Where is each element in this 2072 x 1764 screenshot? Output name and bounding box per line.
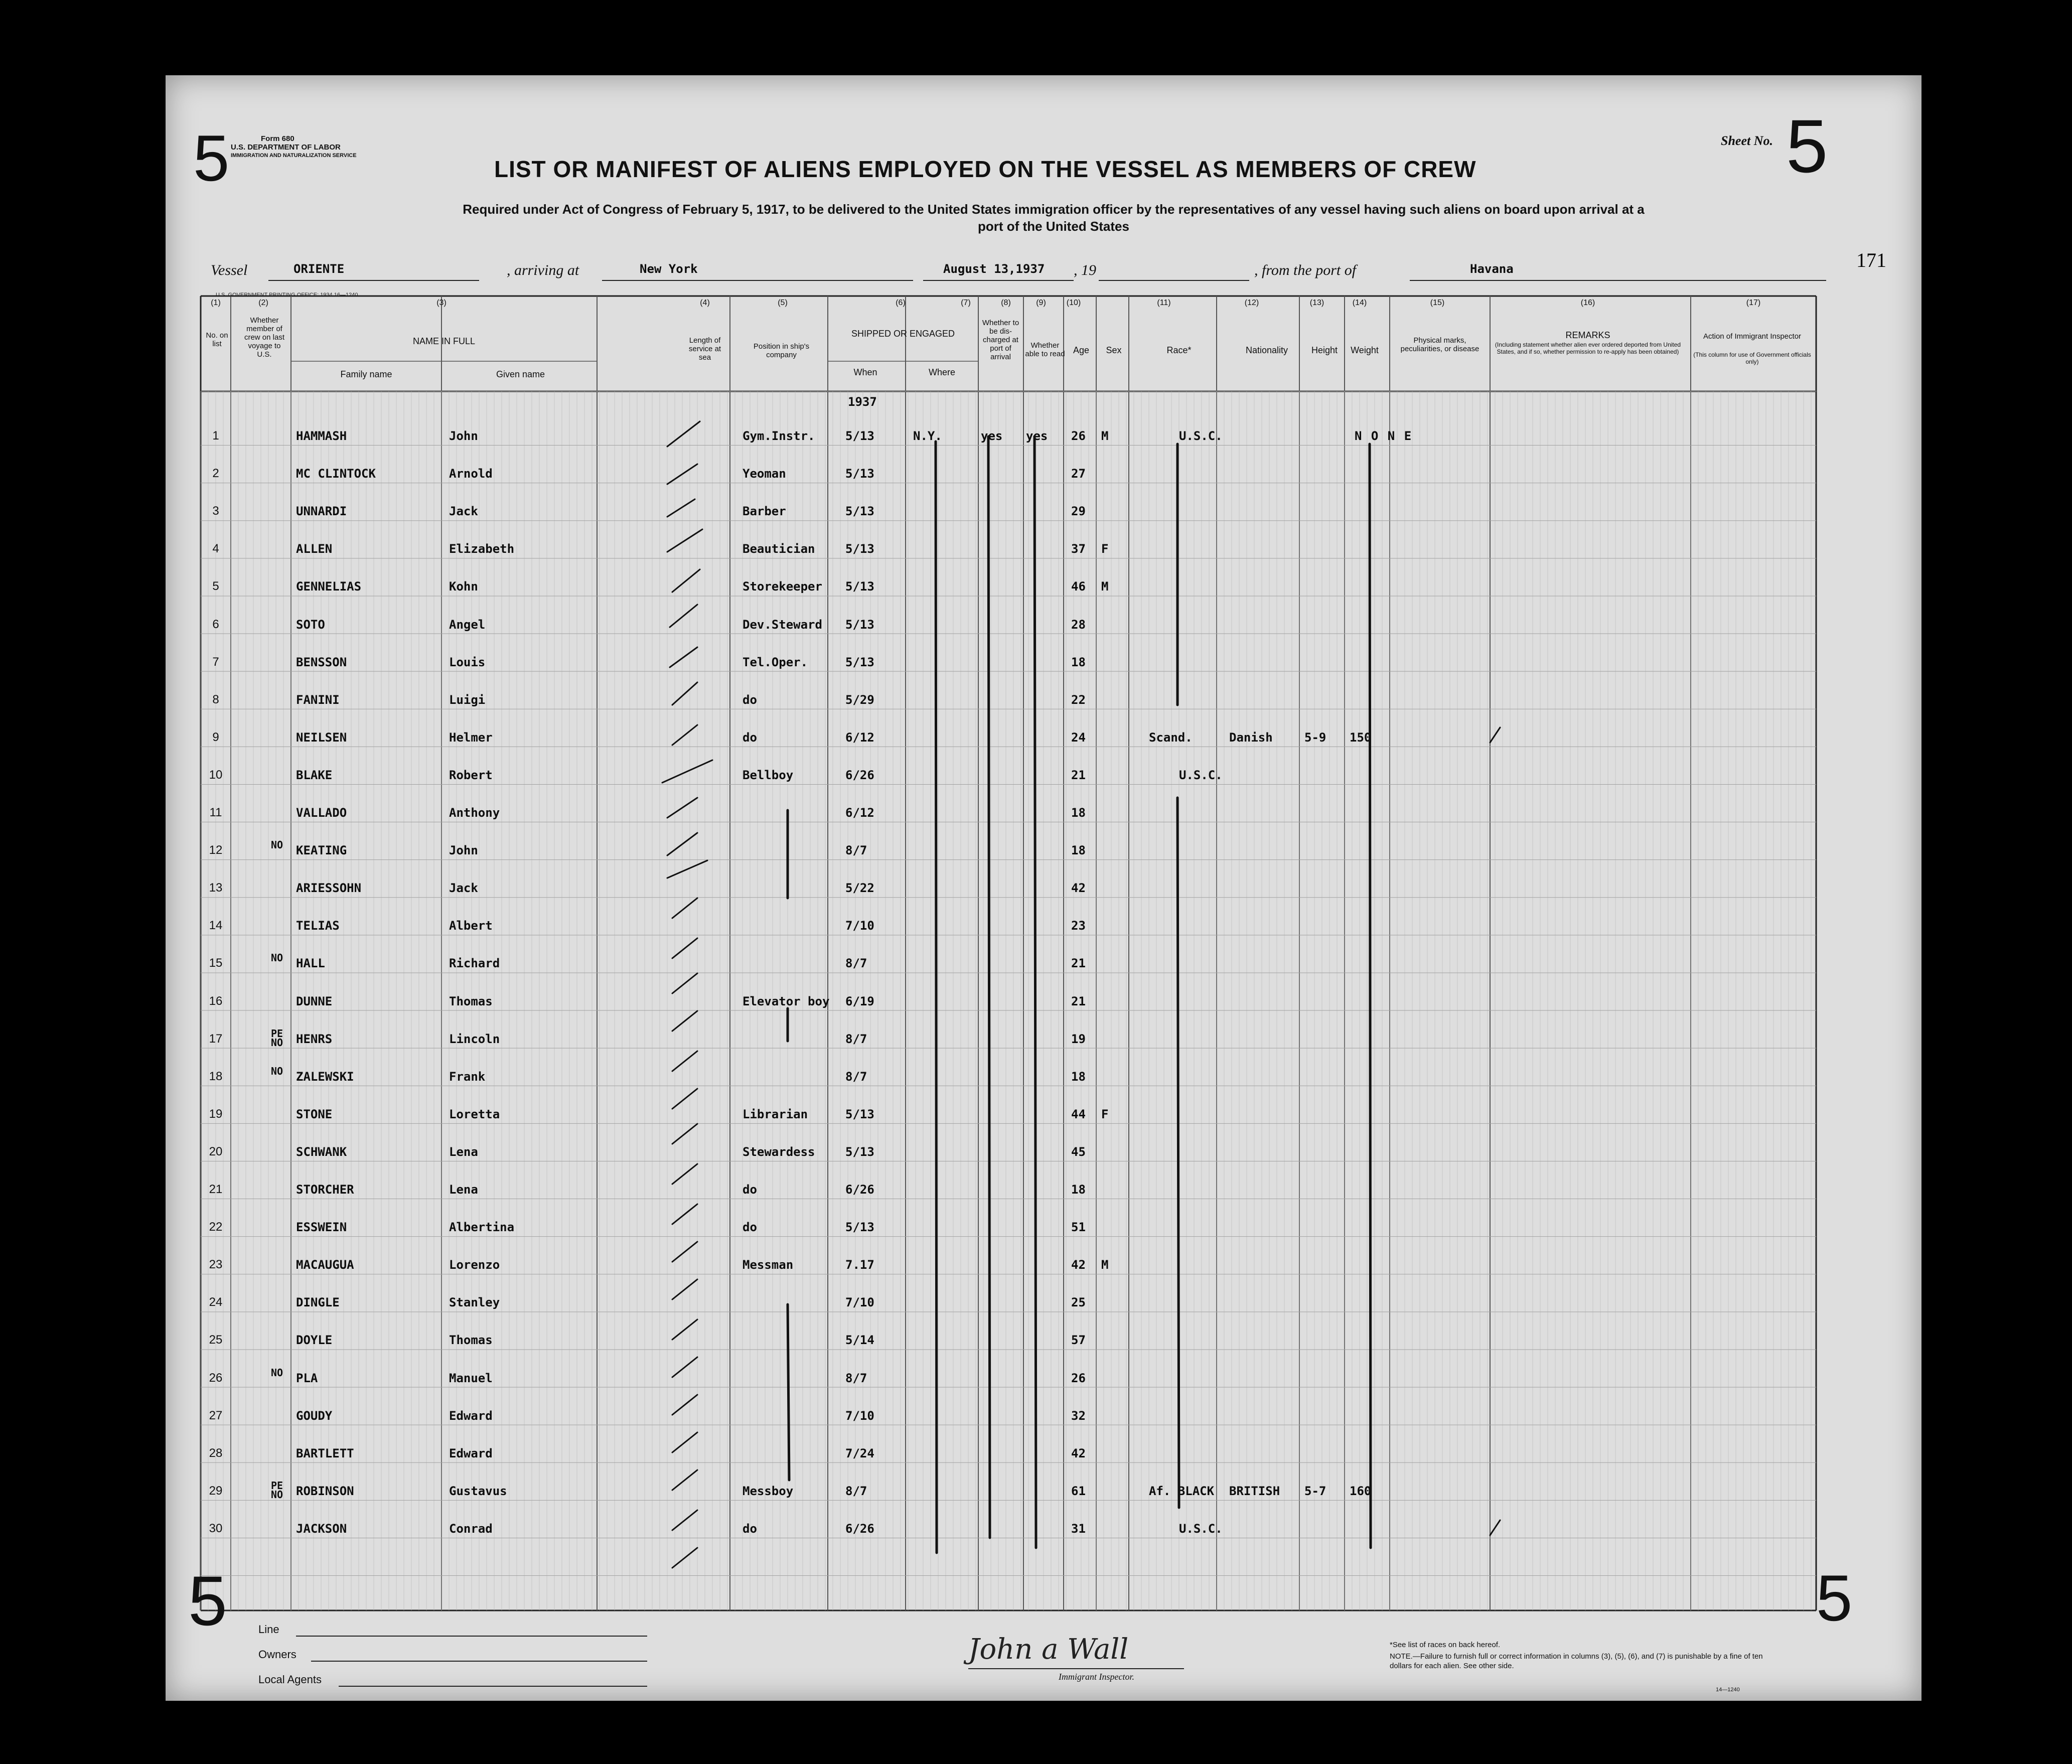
cell-age: 22	[1071, 692, 1086, 707]
cell-when: 5/13	[845, 579, 874, 594]
cell-given: Jack	[449, 504, 478, 519]
cell-age: 18	[1071, 1069, 1086, 1084]
cell-position: do	[743, 1521, 757, 1536]
cell-height: 5-9	[1304, 730, 1326, 745]
cell-when: 8/7	[845, 956, 867, 971]
cell-position: Dev.Steward	[743, 617, 822, 632]
cell-given: Lorenzo	[449, 1258, 500, 1272]
cell-given: Loretta	[449, 1107, 500, 1121]
cell-given: Edward	[449, 1446, 493, 1460]
ditto-line-read	[1034, 436, 1036, 1548]
cell-prev: PE NO	[271, 1479, 283, 1501]
cell-age: 37	[1071, 542, 1086, 556]
header-weight: Weight	[1351, 345, 1379, 355]
header-shipped-engaged: SHIPPED OR ENGAGED	[851, 329, 955, 339]
cell-age: 26	[1071, 429, 1086, 443]
cell-weight: 160	[1350, 1484, 1372, 1498]
cell-family: BLAKE	[296, 768, 333, 782]
cell-no: 9	[212, 730, 219, 744]
cell-age: 18	[1071, 655, 1086, 669]
cell-family: HALL	[296, 956, 325, 971]
cell-given: Albertina	[449, 1220, 515, 1235]
cell-age: 44	[1071, 1107, 1086, 1121]
cell-age: 18	[1071, 1183, 1086, 1197]
cell-family: FANINI	[296, 692, 340, 707]
footer-line-label: Line	[258, 1623, 279, 1636]
cell-family: TELIAS	[296, 919, 340, 933]
cell-given: Robert	[449, 768, 493, 782]
header-sex: Sex	[1106, 345, 1122, 355]
cell-no: 18	[209, 1069, 223, 1083]
cell-family: SOTO	[296, 617, 325, 632]
cell-race: U.S.C.	[1179, 1521, 1223, 1536]
ditto-line-race-2	[1177, 798, 1179, 1508]
cell-no: 7	[212, 655, 219, 669]
cell-sex: M	[1101, 579, 1109, 594]
stamp-number: 171	[1856, 249, 1886, 271]
cell-read: yes	[1026, 429, 1048, 443]
cell-where: N.Y.	[913, 429, 942, 443]
cell-family: STORCHER	[296, 1183, 354, 1197]
cell-position: Storekeeper	[743, 579, 822, 594]
cell-given: Louis	[449, 655, 486, 669]
cell-sex: F	[1101, 1107, 1109, 1121]
footer-agents-label: Local Agents	[258, 1673, 322, 1686]
cell-no: 10	[209, 768, 223, 782]
ditto-line-position-3	[788, 1304, 789, 1480]
cell-family: BARTLETT	[296, 1446, 354, 1460]
cell-when: 6/12	[845, 730, 874, 745]
header-able-to-read: Whether able to read	[1025, 341, 1065, 358]
cell-no: 23	[209, 1258, 223, 1272]
cell-family: ARIESSOHN	[296, 881, 362, 896]
vessel-name: ORIENTE	[293, 262, 345, 276]
cell-no: 28	[209, 1446, 223, 1460]
cell-family: GENNELIAS	[296, 579, 362, 594]
arrival-port: New York	[640, 262, 698, 276]
cell-no: 15	[209, 956, 223, 970]
cell-no: 24	[209, 1295, 223, 1309]
cell-race: U.S.C.	[1179, 768, 1223, 782]
cell-age: 29	[1071, 504, 1086, 519]
cell-when: 7/10	[845, 919, 874, 933]
cell-age: 18	[1071, 843, 1086, 858]
header-age: Age	[1073, 345, 1090, 355]
cell-when: 7/10	[845, 1295, 874, 1310]
form-reference: Form 680 U.S. DEPARTMENT OF LABOR IMMIGRATION AND NATURALIZATION SERVICE	[231, 134, 357, 159]
cell-no: 13	[209, 881, 223, 895]
cell-family: ESSWEIN	[296, 1220, 347, 1235]
cell-when: 6/26	[845, 768, 874, 782]
cell-position: Bellboy	[743, 768, 794, 782]
inspector-label: Immigrant Inspector.	[1059, 1672, 1134, 1682]
cell-when: 8/7	[845, 843, 867, 858]
cell-when: 8/7	[845, 1069, 867, 1084]
cell-race: U.S.C.	[1179, 429, 1223, 443]
cell-when: 5/13	[845, 504, 874, 519]
cell-when: 5/13	[845, 542, 874, 556]
header-physical-marks: Physical marks, peculiarities, or disease	[1400, 336, 1479, 353]
cell-weight: 150	[1350, 730, 1372, 745]
cell-age: 21	[1071, 994, 1086, 1008]
footer-sheet-number-right: 5	[1816, 1561, 1853, 1635]
cell-when: 5/14	[845, 1333, 874, 1348]
cell-position: Librarian	[743, 1107, 808, 1121]
cell-family: SCHWANK	[296, 1144, 347, 1159]
header-remarks: REMARKS	[1565, 330, 1610, 340]
cell-discharged: yes	[981, 429, 1003, 443]
cell-age: 21	[1071, 956, 1086, 971]
cell-position: Yeoman	[743, 467, 786, 481]
ditto-line-discharged	[988, 436, 990, 1538]
from-port-label: , from the port of	[1254, 262, 1357, 278]
cell-no: 21	[209, 1183, 223, 1196]
cell-given: Frank	[449, 1069, 486, 1084]
ditto-line-where	[936, 442, 937, 1553]
cell-given: Elizabeth	[449, 542, 515, 556]
cell-no: 22	[209, 1220, 223, 1234]
cell-given: Gustavus	[449, 1484, 507, 1498]
cell-family: HENRS	[296, 1032, 333, 1046]
cell-no: 11	[209, 806, 222, 819]
cell-given: Kohn	[449, 579, 478, 594]
cell-when: 5/13	[845, 429, 874, 443]
cell-when: 5/13	[845, 655, 874, 669]
cell-age: 23	[1071, 919, 1086, 933]
cell-given: Manuel	[449, 1371, 493, 1385]
cell-given: John	[449, 429, 478, 443]
cell-given: Helmer	[449, 730, 493, 745]
cell-age: 61	[1071, 1484, 1086, 1498]
cell-no: 27	[209, 1408, 223, 1422]
cell-no: 5	[212, 579, 219, 594]
cell-family: ZALEWSKI	[296, 1069, 354, 1084]
cell-family: ALLEN	[296, 542, 333, 556]
cell-given: Thomas	[449, 994, 493, 1008]
cell-marks: N O N E	[1355, 429, 1413, 443]
cell-age: 18	[1071, 806, 1086, 820]
cell-when: 5/13	[845, 1107, 874, 1121]
cell-family: PLA	[296, 1371, 318, 1385]
header-where: Where	[928, 367, 955, 377]
cell-no: 4	[212, 542, 219, 556]
printing-office-line: U.S. GOVERNMENT PRINTING OFFICE: 1934 16—1240	[216, 292, 358, 298]
cell-age: 31	[1071, 1521, 1086, 1536]
cell-race: Af. BLACK	[1149, 1484, 1215, 1498]
cell-position: do	[743, 730, 757, 745]
cell-family: ROBINSON	[296, 1484, 354, 1498]
cell-family: NEILSEN	[296, 730, 347, 745]
cell-age: 42	[1071, 1258, 1086, 1272]
cell-given: Arnold	[449, 467, 493, 481]
subtitle: Required under Act of Congress of February 5, 1917, to be delivered to the United States immigration officer by the representatives of any vessel having such aliens on board upon arrival at a port of the United States	[463, 202, 1645, 234]
cell-given: Lena	[449, 1183, 478, 1197]
cell-prev: PE NO	[271, 1027, 283, 1049]
cell-no: 14	[209, 919, 223, 933]
cell-when: 8/7	[845, 1484, 867, 1498]
column-numbers: (1) (2) (3) (4) (5) (6) (7) (8) (9) (10) (11) (12) (13) (14) (15) (16) (17)	[211, 299, 1761, 307]
cell-height: 5-7	[1304, 1484, 1326, 1498]
header-when: When	[853, 367, 877, 377]
cell-family: VALLADO	[296, 806, 347, 820]
cell-given: Albert	[449, 919, 493, 933]
note-penalty: NOTE.—Failure to furnish full or correct information in columns (3), (5), (6), and (7) is punishable by a fine of ten dollars for each alien. See other side.	[1390, 1652, 1763, 1670]
cell-no: 8	[212, 692, 219, 706]
cell-age: 46	[1071, 579, 1086, 594]
cell-family: KEATING	[296, 843, 347, 858]
ditto-marks	[166, 75, 1921, 1701]
cell-nationality: BRITISH	[1229, 1484, 1280, 1498]
header-length-service: Length of service at sea	[688, 336, 721, 362]
header-nationality: Nationality	[1245, 345, 1288, 355]
cell-given: Conrad	[449, 1521, 493, 1536]
header-no-on-list: No. on list	[206, 331, 228, 348]
cell-position: Beautician	[743, 542, 815, 556]
header-position: Position in ship's company	[753, 342, 810, 359]
header-name-in-full: NAME IN FULL	[412, 336, 476, 346]
cell-age: 51	[1071, 1220, 1086, 1235]
cell-no: 17	[209, 1032, 223, 1046]
cell-no: 3	[212, 504, 219, 518]
header-action: Action of Immigrant Inspector	[1703, 332, 1802, 341]
cell-position: Messboy	[743, 1484, 794, 1498]
header-family-name: Family name	[340, 369, 392, 379]
cell-given: Anthony	[449, 806, 500, 820]
arriving-label: , arriving at	[507, 262, 579, 278]
cell-age: 42	[1071, 1446, 1086, 1460]
cell-no: 1	[212, 429, 219, 443]
footer-sheet-number-left: 5	[188, 1561, 227, 1640]
corner-sheet-number: 5	[193, 121, 230, 195]
cell-no: 26	[209, 1371, 223, 1385]
cell-age: 21	[1071, 768, 1086, 782]
cell-position: do	[743, 692, 757, 707]
cell-prev: NO	[271, 839, 283, 851]
cell-position: Messman	[743, 1258, 794, 1272]
cell-given: Lincoln	[449, 1032, 500, 1046]
cell-when: 6/26	[845, 1521, 874, 1536]
cell-age: 27	[1071, 467, 1086, 481]
cell-no: 16	[209, 994, 223, 1008]
header-last-voyage: Whether member of crew on last voyage to U.S.	[244, 316, 285, 359]
cell-age: 26	[1071, 1371, 1086, 1385]
cell-family: STONE	[296, 1107, 333, 1121]
cell-when: 5/13	[845, 1220, 874, 1235]
cell-prev: NO	[271, 1366, 283, 1379]
cell-given: Angel	[449, 617, 486, 632]
cell-family: MACAUGUA	[296, 1258, 354, 1272]
cell-given: Jack	[449, 881, 478, 896]
cell-no: 30	[209, 1521, 223, 1535]
cell-race: Scand.	[1149, 730, 1193, 745]
cell-given: Luigi	[449, 692, 486, 707]
year-row: 1937	[848, 395, 877, 409]
cell-prev: NO	[271, 952, 283, 964]
cell-age: 32	[1071, 1408, 1086, 1423]
cell-nationality: Danish	[1229, 730, 1273, 745]
cell-position: Barber	[743, 504, 786, 519]
cell-family: JACKSON	[296, 1521, 347, 1536]
inspector-signature: John a Wall	[968, 1633, 1129, 1666]
cell-no: 12	[209, 843, 223, 857]
cell-position: do	[743, 1183, 757, 1197]
footer-owners-label: Owners	[258, 1648, 297, 1661]
cell-family: DOYLE	[296, 1333, 333, 1348]
from-port: Havana	[1470, 262, 1514, 276]
cell-when: 5/13	[845, 617, 874, 632]
cell-given: John	[449, 843, 478, 858]
cell-age: 24	[1071, 730, 1086, 745]
ditto-line-marks	[1370, 444, 1371, 1548]
cell-when: 8/7	[845, 1032, 867, 1046]
cell-no: 6	[212, 617, 219, 631]
note-races: *See list of races on back hereof.	[1390, 1641, 1501, 1649]
cell-no: 25	[209, 1333, 223, 1347]
cell-sex: M	[1101, 429, 1109, 443]
cell-when: 7.17	[845, 1258, 874, 1272]
page-title: LIST OR MANIFEST OF ALIENS EMPLOYED ON THE VESSEL AS MEMBERS OF CREW	[494, 156, 1476, 182]
cell-when: 6/26	[845, 1183, 874, 1197]
header-height: Height	[1311, 345, 1338, 355]
cell-age: 25	[1071, 1295, 1086, 1310]
vessel-label: Vessel	[211, 262, 248, 278]
cell-age: 28	[1071, 617, 1086, 632]
cell-no: 19	[209, 1107, 223, 1121]
header-action-note: (This column for use of Government officials only)	[1693, 351, 1811, 365]
cell-position: Stewardess	[743, 1144, 815, 1159]
cell-given: Lena	[449, 1144, 478, 1159]
cell-position: Tel.Oper.	[743, 655, 808, 669]
cell-given: Stanley	[449, 1295, 500, 1310]
cell-when: 6/19	[845, 994, 874, 1008]
sheet-number: 5	[1786, 104, 1828, 188]
cell-age: 57	[1071, 1333, 1086, 1348]
cell-sex: F	[1101, 542, 1109, 556]
cell-family: MC CLINTOCK	[296, 467, 376, 481]
header-given-name: Given name	[496, 369, 545, 379]
cell-position: Elevator boy	[743, 994, 830, 1008]
cell-family: UNNARDI	[296, 504, 347, 519]
cell-family: DUNNE	[296, 994, 333, 1008]
cell-age: 19	[1071, 1032, 1086, 1046]
cell-when: 5/22	[845, 881, 874, 896]
cell-given: Thomas	[449, 1333, 493, 1348]
cell-prev: NO	[271, 1065, 283, 1077]
cell-family: BENSSON	[296, 655, 347, 669]
cell-position: do	[743, 1220, 757, 1235]
cell-family: HAMMASH	[296, 429, 347, 443]
cell-when: 8/7	[845, 1371, 867, 1385]
cell-when: 5/13	[845, 1144, 874, 1159]
cell-given: Edward	[449, 1408, 493, 1423]
cell-no: 2	[212, 467, 219, 481]
year-label: , 19	[1074, 262, 1096, 278]
cell-when: 5/29	[845, 692, 874, 707]
cell-when: 5/13	[845, 467, 874, 481]
header-race: Race*	[1166, 345, 1192, 355]
cell-given: Richard	[449, 956, 500, 971]
form-code: 14—1240	[1716, 1687, 1740, 1693]
header-remarks-note: (Including statement whether alien ever ordered deported from United States, and if so, whether permission to re-apply has been obtained)	[1495, 341, 1681, 355]
cell-when: 7/10	[845, 1408, 874, 1423]
header-discharged: Whether to be dis-charged at port of arrival	[982, 319, 1019, 361]
cell-age: 45	[1071, 1144, 1086, 1159]
cell-when: 6/12	[845, 806, 874, 820]
manifest-sheet	[166, 75, 1921, 1701]
cell-family: GOUDY	[296, 1408, 333, 1423]
cell-sex: M	[1101, 1258, 1109, 1272]
sheet-label: Sheet No.	[1721, 133, 1773, 148]
cell-when: 7/24	[845, 1446, 874, 1460]
cell-position: Gym.Instr.	[743, 429, 815, 443]
cell-no: 20	[209, 1144, 223, 1158]
cell-age: 42	[1071, 881, 1086, 896]
cell-family: DINGLE	[296, 1295, 340, 1310]
arrival-date: August 13,1937	[943, 262, 1045, 276]
cell-no: 29	[209, 1484, 223, 1498]
